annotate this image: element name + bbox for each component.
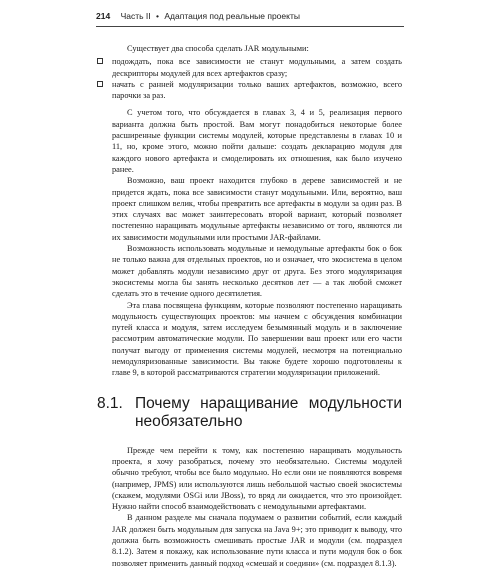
body-paragraph: С учетом того, что обсуждается в главах 3, 4 и 5, реализация первого варианта должна быть простой. Вам могут понадобиться некоторые более расширенные функции системы модулей, которые представлены в главах 10 и 11, но, кроме этого, можно пойти дальше: создать декларацию модуля для каждого нового артефакта и смоделировать их отношения, как было изучено ранее. [112, 108, 402, 174]
section-heading [97, 395, 402, 431]
header-rule [96, 26, 404, 27]
page-content [97, 43, 402, 569]
body-paragraph: Возможность использовать модульные и немодульные артефакты бок о бок не только важна для отдельных проектов, но и означает, что экосистема в целом может добавлять модули независимо друг от друга. Без этого модуляризация экосистемы могла бы занять несколько десятков лет — а так любой сможет сделать это в течение одного десятилетия. [112, 244, 402, 299]
checkbox-bullet-icon [97, 58, 103, 64]
checkbox-bullet-icon [97, 81, 103, 87]
bullet-list [112, 56, 402, 101]
running-header [96, 11, 404, 21]
bullet-text: подождать, пока все зависимости не станут модульными, а затем создать дескрипторы модулей для всех артефактов сразу; [112, 57, 402, 78]
page-number: 214 [96, 11, 111, 21]
chapter-title: Адаптация под реальные проекты [164, 11, 300, 21]
body-paragraph: Эта глава посвящена функциям, которые позволяют постепенно наращивать модульность существующих проектов: мы начнем с обсуждения комбинации путей класса и модуля, затем исследуем безымянный модуль и в заключение рассмотрим автоматические модули. По завершении ваш проект или его части получат выгоду от применения системы модулей, несмотря на потенциально немодуляризованные зависимости. Вы также будете хорошо подготовлены к главе 9, в которой рассматриваются стратегии модуляризации приложений. [112, 300, 402, 378]
section-number: 8.1. [97, 394, 123, 412]
intro-paragraph: Существует два способа сделать JAR модульными: [127, 44, 309, 53]
chapter-label: Часть II [120, 11, 151, 21]
body-paragraph: Прежде чем перейти к тому, как постепенно наращивать модульность проекта, я хочу разобраться, почему это необязательно. Системы модулей обычно требуют, чтобы все было модульно. Но если они не появляются вовремя (например, JPMS) или используются лишь небольшой частью своей экосистемы (скажем, модулями OSGi или JBoss), то вряд ли ожидается, что это произойдет. Нужно найти способ взаимодействовать с немодульными артефактами. [112, 445, 402, 512]
section-title: Почему наращивание модульности необязательно [135, 394, 402, 430]
body-paragraph: Возможно, ваш проект находится глубоко в дереве зависимостей и не придется ждать, пока все зависимости станут модульными. Или, вероятно, ваш проект слишком велик, чтобы превратить все артефакты в модули за один раз. В этих случаях вас может заинтересовать второй вариант, который позволяет постепенно наращивать модульные артефакты независимо от того, являются ли их зависимости модульными или простыми JAR-файлами. [112, 176, 402, 242]
header-separator: • [156, 11, 159, 21]
body-paragraph: В данном разделе мы сначала подумаем о развитии событий, если каждый JAR должен быть модульным для запуска на Java 9+; это приводит к выводу, что должна быть возможность смешивать простые JAR и модули (см. подраздел 8.1.2). Затем я покажу, как использование пути класса и пути модуля бок о бок позволяет применить данный подход «смешай и соедини» (см. подраздел 8.1.3). [112, 513, 402, 568]
bullet-item [112, 79, 402, 102]
bullet-text: начать с ранней модуляризации только ваших артефактов, возможно, всего парочки за раз. [112, 79, 402, 101]
bullet-item [112, 56, 402, 79]
